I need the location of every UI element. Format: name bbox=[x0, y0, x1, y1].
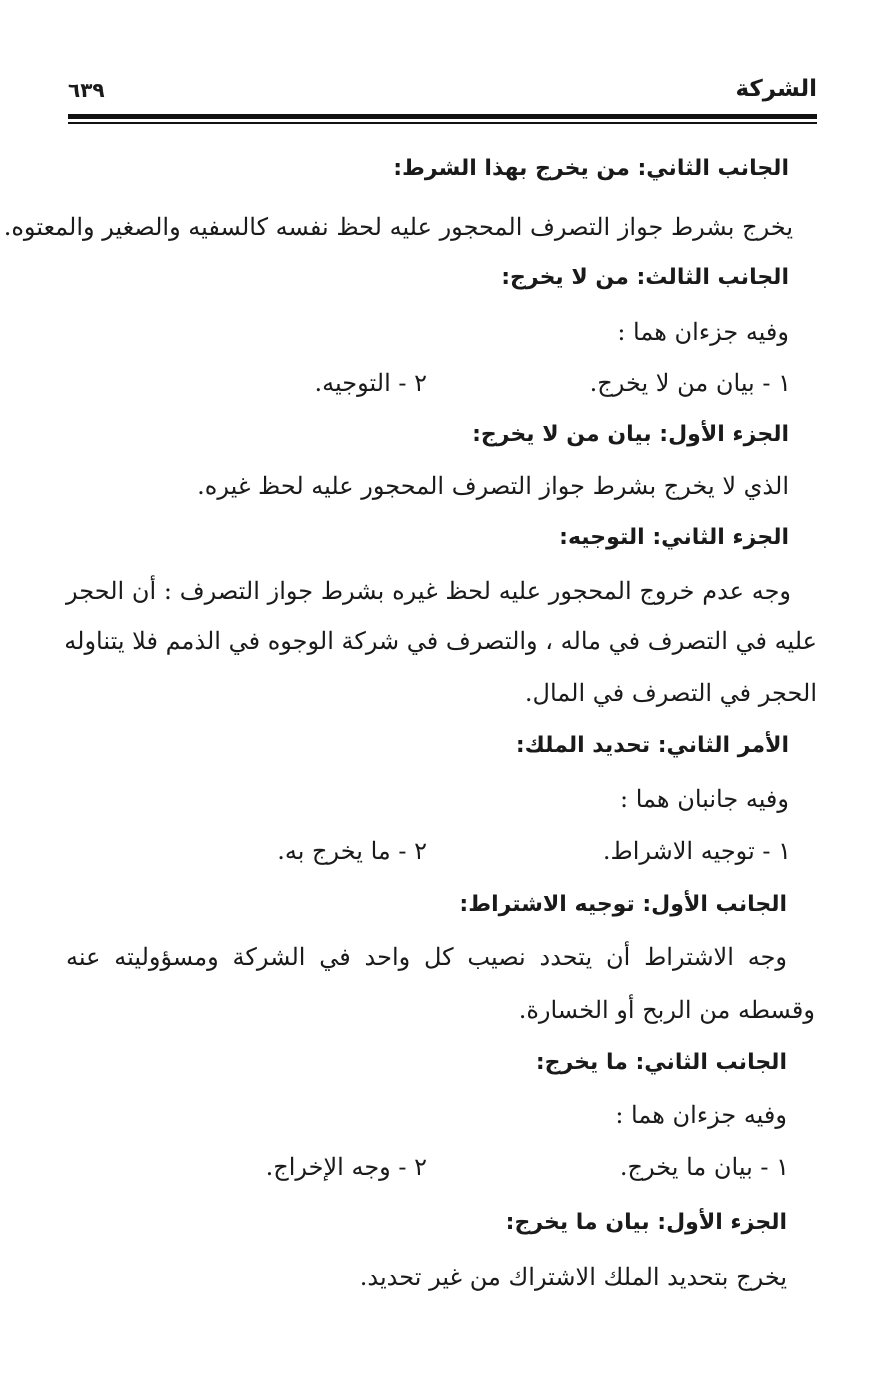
page-number: ٦٣٩ bbox=[68, 78, 105, 102]
running-title: الشركة bbox=[735, 76, 817, 102]
list-item: ٢ - ما يخرج به. bbox=[277, 837, 427, 865]
section-heading: الجزء الأول: بيان من لا يخرج: bbox=[472, 422, 789, 447]
section-heading: الجزء الأول: بيان ما يخرج: bbox=[505, 1210, 787, 1235]
list-item: ١ - بيان ما يخرج. bbox=[619, 1153, 789, 1181]
header-rule-thick bbox=[68, 114, 817, 119]
section-heading: الجزء الثاني: التوجيه: bbox=[559, 525, 789, 550]
paragraph-line: وجه عدم خروج المحجور عليه لحظ غيره بشرط جواز التصرف : أن الحجر bbox=[66, 577, 791, 605]
section-heading: الجانب الثاني: ما يخرج: bbox=[535, 1050, 787, 1075]
header-rule-thin bbox=[68, 122, 817, 124]
paragraph: وفيه جزءان هما : bbox=[615, 1101, 787, 1129]
section-heading: الجانب الأول: توجيه الاشتراط: bbox=[459, 892, 787, 917]
list-item: ١ - توجيه الاشراط. bbox=[602, 837, 791, 865]
paragraph-line: الحجر في التصرف في المال. bbox=[524, 679, 817, 707]
section-heading: الجانب الثالث: من لا يخرج: bbox=[501, 265, 789, 290]
paragraph-line: وقسطه من الربح أو الخسارة. bbox=[518, 996, 815, 1024]
list-item: ١ - بيان من لا يخرج. bbox=[589, 369, 791, 397]
paragraph-line: وجه الاشتراط أن يتحدد نصيب كل واحد في الشركة ومسؤوليته عنه bbox=[66, 943, 787, 971]
paragraph: يخرج بتحديد الملك الاشتراك من غير تحديد. bbox=[359, 1263, 787, 1291]
paragraph: الذي لا يخرج بشرط جواز التصرف المحجور عليه لحظ غيره. bbox=[197, 472, 789, 500]
running-header bbox=[68, 76, 817, 110]
section-heading: الأمر الثاني: تحديد الملك: bbox=[515, 733, 789, 758]
paragraph: يخرج بشرط جواز التصرف المحجور عليه لحظ نفسه كالسفيه والصغير والمعتوه. bbox=[3, 213, 793, 241]
section-heading: الجانب الثاني: من يخرج بهذا الشرط: bbox=[393, 156, 789, 181]
list-item: ٢ - التوجيه. bbox=[314, 369, 427, 397]
list-item: ٢ - وجه الإخراج. bbox=[265, 1153, 427, 1181]
paragraph: وفيه جانبان هما : bbox=[620, 785, 789, 813]
paragraph: وفيه جزءان هما : bbox=[617, 318, 789, 346]
paragraph-line: عليه في التصرف في ماله ، والتصرف في شركة الوجوه في الذمم فلا يتناوله bbox=[64, 627, 817, 655]
